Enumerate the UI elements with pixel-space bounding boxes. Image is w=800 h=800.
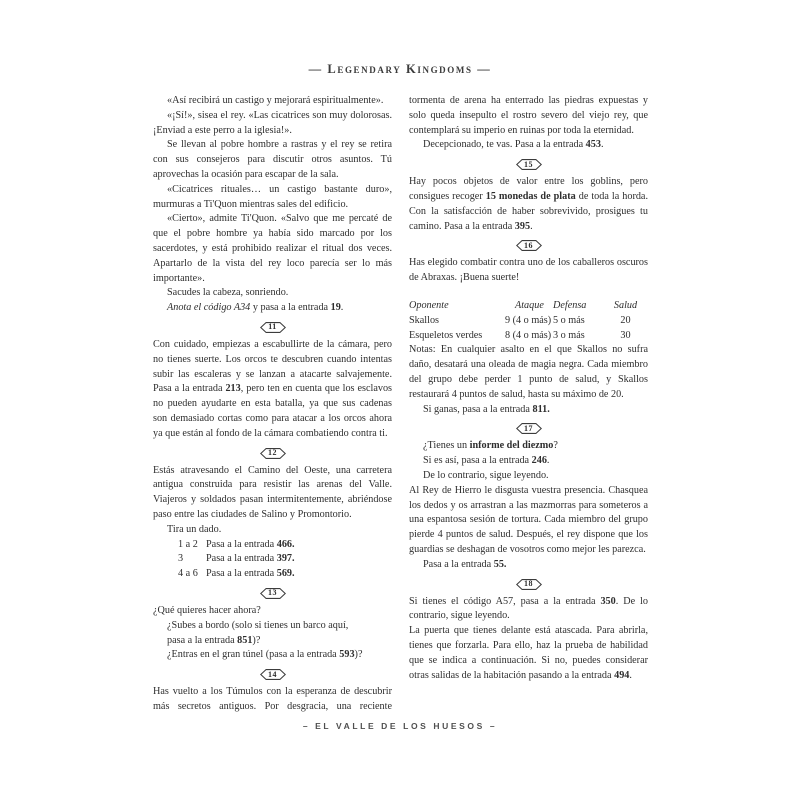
section-number-badge — [260, 321, 286, 334]
dice-range: 1 a 2 — [178, 538, 198, 550]
section-number: 13 — [268, 588, 277, 598]
paragraph: Has vuelto a los Túmulos con la esperanza de descubrir más secretos antiguos. Por desgracia, una reciente — [153, 686, 392, 712]
column-header-defense: Defensa — [553, 299, 587, 311]
table-row — [409, 329, 648, 344]
opponent-attack: 8 (4 o más) — [505, 329, 552, 341]
paragraph: Con cuidado, empiezas a escabullirte de la cámara, pero no tienes suerte. Los orcos te descubren cuando intentas subir las escaleras y se lanzan a atacarte salvajemente. Pasa a la entrada 213, pero ten en cuenta que los esclavos no pueden ayudarte en esta batalla, ya que sus cadenas son demasiado cortas como para atacar a los orcos ahora ya que están al fondo de la cámara combatiendo contra ti. — [153, 338, 392, 439]
column-header-health: Salud — [613, 299, 638, 311]
paragraph: Hay pocos objetos de valor entre los goblins, pero consigues recoger 15 monedas de plata de toda la horda. Con la satisfacción de haber sobrevivido, prosigues tu camino. Pasa a la entrada 395. — [409, 176, 649, 232]
paragraph: Se llevan al pobre hombre a rastras y el rey se retira con sus consejeros para discutir otros asuntos. Tú aprovechas la ocasión para escapar de la sala. — [153, 139, 392, 180]
paragraph: Sacudes la cabeza, sonriendo. — [167, 287, 289, 299]
victory-instruction: Si ganas, pasa a la entrada 811. — [423, 403, 550, 415]
left-column — [153, 94, 392, 715]
choice-option: Si es así, pasa a la entrada 246. — [423, 455, 550, 467]
section-14-badge-row — [153, 668, 392, 681]
section-number: 12 — [268, 448, 277, 458]
paragraph: «Cierto», admite Ti'Quon. «Salvo que me percaté de que el pobre hombre ya había sido marcado por los sacerdotes, y está prohibido realizar el ritual dos veces. Apartarlo de la vista del rey loco parecía ser lo más importante». — [153, 213, 392, 284]
combat-notes: Notas: En cualquier asalto en el que Skallos no sufra daño, desatará una oleada de magia negra. Cada miembro del grupo debe perder 1 punto de salud, y Skallos restaurará 4 puntos de salud, hasta su máximo de 20. — [409, 344, 648, 400]
dice-result-row — [153, 538, 392, 553]
running-header: — Legendary Kingdoms — — [308, 62, 492, 76]
dice-outcome: Pasa a la entrada 397. — [206, 553, 295, 565]
table-row — [409, 314, 648, 329]
opponent-name: Skallos — [409, 314, 440, 326]
dice-result-row — [153, 552, 392, 567]
section-number: 18 — [524, 579, 533, 589]
column-header-opponent: Oponente — [409, 299, 449, 311]
choice-option: pasa a la entrada 851)? — [167, 634, 261, 646]
paragraph: Al Rey de Hierro le disgusta vuestra presencia. Chasquea los dedos y os arrastran a las mazmorras para someteros a una espantosa sesión de tortura. Cada miembro del grupo pierde 4 puntos de salud. Después, el rey dispone que los guardias se deshagan de vosotros como mejor les parezca. — [409, 484, 648, 555]
section-number: 15 — [524, 159, 533, 169]
combat-table — [409, 299, 648, 343]
paragraph: Si tienes el código A57, pasa a la entrada 350. De lo contrario, sigue leyendo. — [409, 595, 648, 622]
section-number-badge — [260, 587, 286, 600]
section-number: 16 — [524, 240, 533, 250]
paragraph: Estás atravesando el Camino del Oeste, una carretera antigua construida para resistir las arenas del Valle. Viajeros y soldados pasan intermitentemente, abriéndose paso entre las ciudades de Salino y Promontorio. — [153, 464, 392, 520]
section-11-badge-row — [153, 321, 392, 334]
section-13-badge-row — [153, 587, 392, 600]
question-prompt: ¿Qué quieres hacer ahora? — [153, 604, 261, 616]
dice-instruction: Tira un dado. — [167, 523, 222, 535]
code-instruction: Anota el código A34 y pasa a la entrada 19. — [167, 302, 344, 314]
paragraph: «Así recibirá un castigo y mejorará espiritualmente». — [167, 95, 384, 106]
right-column — [409, 94, 648, 683]
dice-outcome: Pasa a la entrada 569. — [206, 568, 295, 580]
section-12-badge-row — [153, 447, 392, 460]
running-footer: – EL VALLE DE LOS HUESOS – — [302, 721, 498, 731]
paragraph: Decepcionado, te vas. Pasa a la entrada 453. — [423, 139, 604, 151]
section-number-badge — [260, 447, 286, 460]
section-number: 11 — [268, 322, 277, 332]
paragraph: La puerta que tienes delante está atascada. Para abrirla, tienes que forzarla. Para ello, haz la prueba de habilidad que se indica a continuación. Si no, puedes considerar otras salidas de la habitación pasando a la entrada 494. — [409, 625, 648, 681]
section-number-badge — [516, 422, 542, 435]
opponent-defense: 5 o más — [553, 314, 585, 326]
choice-option: ¿Subes a bordo (solo si tienes un barco aquí, — [167, 619, 349, 631]
paragraph: tormenta de arena ha enterrado las piedras expuestas y solo queda insepulto el rostro severo del viejo rey, que contemplará su imperio en ruinas por toda la eternidad. — [409, 95, 648, 136]
dice-range: 4 a 6 — [178, 568, 198, 580]
combat-table-header — [409, 299, 648, 314]
dice-result-row — [153, 567, 392, 582]
section-15-badge-row — [409, 158, 648, 171]
opponent-defense: 3 o más — [553, 329, 585, 341]
paragraph: Has elegido combatir contra uno de los caballeros oscuros de Abraxas. ¡Buena suerte! — [409, 257, 648, 284]
choice-option: De lo contrario, sigue leyendo. — [423, 469, 549, 481]
section-number: 17 — [524, 423, 533, 433]
section-number-badge — [516, 578, 542, 591]
section-number-badge — [260, 668, 286, 681]
paragraph: «¡Sí!», sisea el rey. «Las cicatrices son muy dolorosas. ¡Enviad a este perro a la iglesia!». — [153, 109, 392, 136]
paragraph: Pasa a la entrada 55. — [423, 558, 507, 570]
section-number-badge — [516, 158, 542, 171]
choice-option: ¿Entras en el gran túnel (pasa a la entrada 593)? — [167, 649, 363, 661]
opponent-health: 20 — [620, 314, 631, 326]
paragraph: «Cicatrices rituales… un castigo bastante duro», murmuras a Ti'Quon mientras sales del edificio. — [153, 183, 392, 210]
opponent-health: 30 — [620, 329, 631, 341]
opponent-name: Esqueletos verdes — [409, 329, 483, 341]
section-number-badge — [516, 239, 542, 252]
section-16-badge-row — [409, 239, 648, 252]
column-header-attack: Ataque — [515, 299, 544, 311]
section-17-badge-row — [409, 422, 648, 435]
question-prompt: ¿Tienes un informe del diezmo? — [423, 440, 558, 452]
dice-range: 3 — [178, 553, 184, 565]
opponent-attack: 9 (4 o más) — [505, 314, 552, 326]
section-18-badge-row — [409, 578, 648, 591]
section-number: 14 — [268, 669, 277, 679]
dice-outcome: Pasa a la entrada 466. — [206, 538, 295, 550]
